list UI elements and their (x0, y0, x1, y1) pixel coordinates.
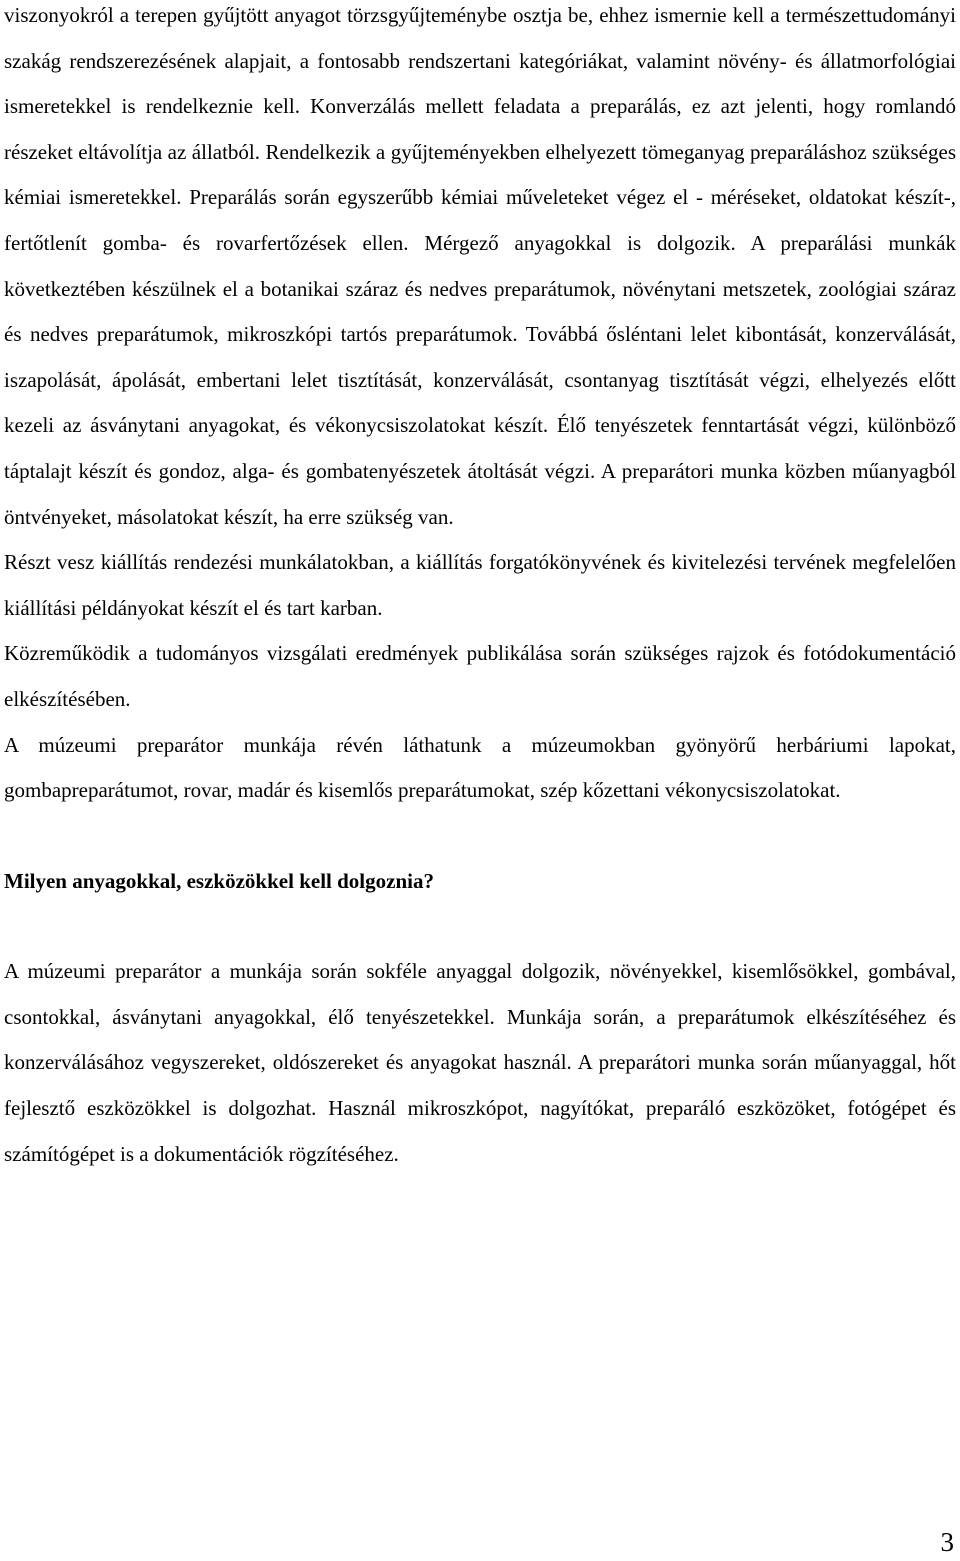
paragraph-materials-tools: A múzeumi preparátor a munkája során sokféle anyaggal dolgozik, növényekkel, kisemlősökkel, gombával, csontokkal, ásványtani anyagokkal, élő tenyészetekkel. Munkája során, a preparátumok elkészítéséhez és konzerválásához vegyszereket, oldószereket és anyagokat használ. A preparátori munka során műanyaggal, hőt fejlesztő eszközökkel is dolgozhat. Használ mikroszkópot, nagyítókat, preparáló eszközöket, fotógépet és számítógépet is a dokumentációk rögzítéséhez. (4, 959, 956, 1166)
paragraph-museum-results: A múzeumi preparátor munkája révén láthatunk a múzeumokban gyönyörű herbáriumi lapokat, gombapreparátumot, rovar, madár és kisemlős preparátumokat, szép kőzettani vékonycsiszolatokat. (4, 732, 956, 803)
paragraph-publication: Közreműködik a tudományos vizsgálati eredmények publikálása során szükséges rajzok és fotódokumentáció elkészítésében. (4, 641, 956, 711)
paragraph-exhibition: Részt vesz kiállítás rendezési munkálatokban, a kiállítás forgatókönyvének és kivitelezési tervének megfelelően kiállítási példányokat készít el és tart karban. (4, 550, 956, 620)
paragraph-preparation-duties: viszonyokról a terepen gyűjtött anyagot törzsgyűjteménybe osztja be, ehhez ismernie kell a természettudományi szakág rendszerezésének alapjait, a fontosabb rendszertani kategóriákat, valamint növény- és állatmorfológiai ismeretekkel is rendelkeznie kell. Konverzálás mellett feladata a preparálás, ez azt jelenti, hogy romlandó részeket eltávolítja az állatból. Rendelkezik a gyűjteményekben elhelyezett tömeganyag preparáláshoz szükséges kémiai ismeretekkel. Preparálás során egyszerűbb kémiai műveleteket végez el - méréseket, oldatokat készít-, fertőtlenít gomba- és rovarfertőzések ellen. Mérgező anyagokkal is dolgozik. A preparálási munkák következtében készülnek el a botanikai száraz és nedves preparátumok, növénytani metszetek, zoológiai száraz és nedves preparátumok, mikroszkópi tartós preparátumok. Továbbá ősléntani lelet kibontását, konzerválását, iszapolását, ápolását, embertani lelet tisztítását, konzerválását, csontanyag tisztítását végzi, elhelyezés előtt kezeli az ásványtani anyagokat, és vékonycsiszolatokat készít. Élő tenyészetek fenntartását végzi, különböző táptalajt készít és gondoz, alga- és gombatenyészetek átoltását végzi. A preparátori munka közben műanyagból öntvényeket, másolatokat készít, ha erre szükség van. (4, 3, 956, 529)
section-heading: Milyen anyagokkal, eszközökkel kell dolgoznia? (4, 868, 434, 893)
page-number: 3 (940, 1527, 954, 1557)
document-page (4, 0, 956, 1177)
